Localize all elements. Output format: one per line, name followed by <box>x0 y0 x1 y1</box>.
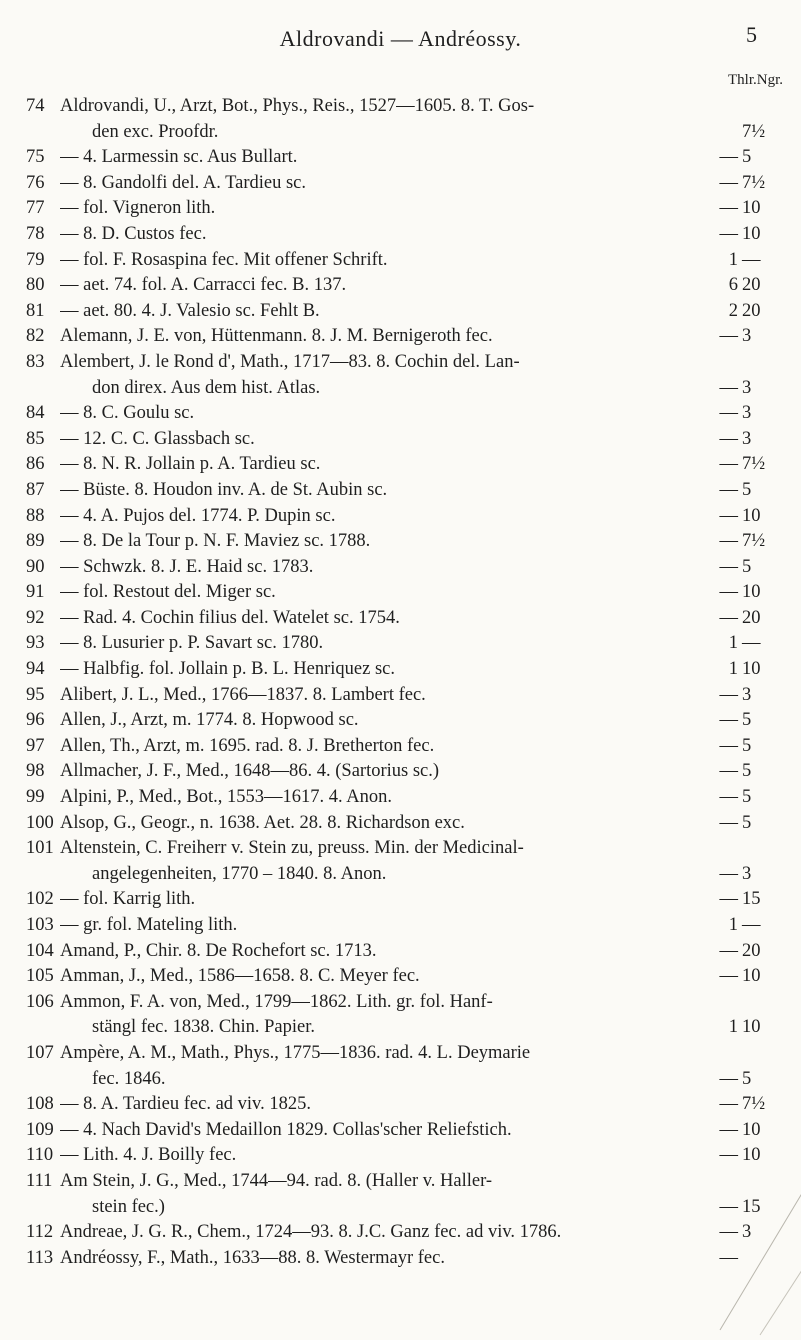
catalog-entry <box>26 580 776 606</box>
price-groschen: — <box>742 633 761 654</box>
catalog-entry <box>26 913 776 939</box>
price-groschen: 15 <box>742 1196 761 1217</box>
entry-description: — aet. 74. fol. A. Carracci fec. B. 137. <box>60 275 347 296</box>
price-thaler: — <box>719 556 738 577</box>
price-groschen: 10 <box>742 1017 761 1038</box>
entry-description: fec. 1846. <box>92 1068 166 1089</box>
entry-number: 94 <box>26 659 45 680</box>
price-groschen: 5 <box>742 1068 752 1089</box>
catalog-entry <box>26 1092 776 1118</box>
price-groschen: 20 <box>742 607 761 628</box>
entry-description: Andréossy, F., Math., 1633—88. 8. Westermayr fec. <box>60 1247 445 1268</box>
price-thaler: — <box>719 1196 738 1217</box>
entry-description: Allen, J., Arzt, m. 1774. 8. Hopwood sc. <box>60 710 359 731</box>
price-groschen: 10 <box>742 505 761 526</box>
entry-number: 106 <box>26 991 54 1012</box>
entry-description: Aldrovandi, U., Arzt, Bot., Phys., Reis., 1527—1605. 8. T. Gos- <box>60 96 535 116</box>
price-thaler: — <box>719 812 738 833</box>
entry-number: 78 <box>26 223 45 244</box>
entry-number: 84 <box>26 403 45 424</box>
price-groschen: 10 <box>742 966 761 987</box>
entry-number: 76 <box>26 172 45 193</box>
price-groschen: 3 <box>742 403 752 424</box>
entry-description: Alibert, J. L., Med., 1766—1837. 8. Lambert fec. <box>60 684 426 705</box>
entry-description: — aet. 80. 4. J. Valesio sc. Fehlt B. <box>60 300 320 321</box>
catalog-entry <box>26 401 776 427</box>
price-thaler: — <box>719 479 738 500</box>
price-thaler: 1 <box>728 633 738 654</box>
entry-number: 77 <box>26 198 45 219</box>
price-groschen: 3 <box>742 863 752 884</box>
entry-number: 79 <box>26 249 45 270</box>
price-thaler: — <box>719 1145 738 1166</box>
entry-number: 108 <box>26 1094 54 1115</box>
price-thaler: 1 <box>728 915 738 935</box>
entry-description: Alsop, G., Geogr., n. 1638. Aet. 28. 8. Richardson exc. <box>60 812 465 833</box>
catalog-entry <box>26 708 776 734</box>
entry-description: Allen, Th., Arzt, m. 1695. rad. 8. J. Bretherton fec. <box>60 735 435 756</box>
price-groschen: 5 <box>742 147 752 168</box>
entry-number: 96 <box>26 710 45 731</box>
price-thaler: — <box>719 863 738 884</box>
price-groschen: 10 <box>742 198 761 219</box>
price-groschen: 5 <box>742 710 752 731</box>
entry-number: 98 <box>26 761 45 782</box>
price-groschen: 10 <box>742 1145 761 1166</box>
entry-number: 111 <box>26 1170 53 1191</box>
entry-number: 107 <box>26 1042 54 1063</box>
catalog-entry <box>26 171 776 197</box>
entry-description: — 8. De la Tour p. N. F. Maviez sc. 1788. <box>60 531 371 552</box>
price-groschen: — <box>742 249 761 270</box>
entry-description: — 8. N. R. Jollain p. A. Tardieu sc. <box>60 454 321 475</box>
catalog-entry <box>26 324 776 350</box>
entry-number: 109 <box>26 1119 54 1140</box>
price-groschen: 5 <box>742 735 752 756</box>
entry-description: Ampère, A. M., Math., Phys., 1775—1836. rad. 4. L. Deymarie <box>60 1042 531 1063</box>
price-thaler: 1 <box>728 659 738 680</box>
catalog-entry-continuation <box>26 120 776 146</box>
entry-number: 95 <box>26 684 45 705</box>
price-groschen: 10 <box>742 582 761 603</box>
catalog-entry <box>26 759 776 785</box>
price-groschen: 10 <box>742 1119 761 1140</box>
entry-description: don direx. Aus dem hist. Atlas. <box>92 377 321 398</box>
catalog-entry-list <box>26 94 776 1271</box>
entry-description: Amand, P., Chir. 8. De Rochefort sc. 1713. <box>60 940 377 961</box>
catalog-entry-continuation <box>26 1195 776 1221</box>
price-groschen: 5 <box>742 787 752 808</box>
entry-number: 92 <box>26 607 45 628</box>
price-groschen: 5 <box>742 479 752 500</box>
price-thaler: 1 <box>728 249 738 270</box>
entry-description: Andreae, J. G. R., Chem., 1724—93. 8. J.C. Ganz fec. ad viv. 1786. <box>60 1222 562 1243</box>
entry-description: — fol. Vigneron lith. <box>60 198 216 219</box>
price-thaler: — <box>719 761 738 782</box>
entry-description: Alemann, J. E. von, Hüttenmann. 8. J. M. Bernigeroth fec. <box>60 326 493 347</box>
entry-description: — 8. C. Goulu sc. <box>60 403 195 424</box>
price-groschen: — <box>742 915 761 935</box>
catalog-entry-continuation <box>26 1067 776 1093</box>
entry-description: stein fec.) <box>92 1196 165 1217</box>
catalog-entry <box>26 299 776 325</box>
entry-description: — fol. Restout del. Miger sc. <box>60 582 276 603</box>
price-thaler: — <box>719 454 738 475</box>
price-groschen: 10 <box>742 223 761 244</box>
page-title: Aldrovandi — Andréossy. <box>279 26 522 51</box>
entry-description: stängl fec. 1838. Chin. Papier. <box>92 1017 315 1038</box>
catalog-entry <box>26 964 776 990</box>
price-groschen: 5 <box>742 812 752 833</box>
entry-number: 104 <box>26 940 54 961</box>
price-groschen: 15 <box>742 889 761 910</box>
price-thaler: 6 <box>728 275 738 296</box>
catalog-entry <box>26 196 776 222</box>
price-groschen: 7½ <box>742 454 766 475</box>
price-groschen: 7½ <box>742 1094 766 1115</box>
catalog-entry <box>26 1118 776 1144</box>
price-thaler: — <box>719 147 738 168</box>
price-groschen: 10 <box>742 659 761 680</box>
entry-description: — Rad. 4. Cochin filius del. Watelet sc. 1754. <box>60 607 400 628</box>
catalog-entry <box>26 529 776 555</box>
entry-number: 97 <box>26 735 45 756</box>
catalog-entry <box>26 145 776 171</box>
catalog-entry <box>26 248 776 274</box>
price-groschen: 3 <box>742 326 752 347</box>
entry-number: 83 <box>26 351 45 372</box>
entry-description: Am Stein, J. G., Med., 1744—94. rad. 8. (Haller v. Haller- <box>60 1170 493 1191</box>
entry-description: — gr. fol. Mateling lith. <box>60 915 238 935</box>
price-groschen: 7½ <box>742 121 766 142</box>
catalog-entry-continuation <box>26 862 776 888</box>
catalog-entry <box>26 606 776 632</box>
price-thaler: — <box>719 966 738 987</box>
entry-number: 86 <box>26 454 45 475</box>
catalog-entry <box>26 222 776 248</box>
entry-description: — 12. C. C. Glassbach sc. <box>60 428 255 449</box>
price-thaler: — <box>719 377 738 398</box>
entry-number: 110 <box>26 1145 54 1166</box>
price-thaler: — <box>719 403 738 424</box>
price-thaler: — <box>719 1068 738 1089</box>
catalog-entry <box>26 631 776 657</box>
price-groschen: 20 <box>742 940 761 961</box>
catalog-entry <box>26 1220 776 1246</box>
price-groschen: 3 <box>742 428 752 449</box>
entry-description: — Büste. 8. Houdon inv. A. de St. Aubin sc. <box>60 479 388 500</box>
catalog-entry <box>26 478 776 504</box>
price-groschen: 3 <box>742 684 752 705</box>
catalog-entry <box>26 350 776 376</box>
catalog-entry <box>26 504 776 530</box>
catalog-entry <box>26 657 776 683</box>
entry-number: 112 <box>26 1222 54 1243</box>
catalog-entry <box>26 836 776 862</box>
catalog-entry <box>26 273 776 299</box>
price-thaler: — <box>719 198 738 219</box>
entry-description: — 8. D. Custos fec. <box>60 223 207 244</box>
catalog-entry <box>26 1169 776 1195</box>
entry-description: — fol. Karrig lith. <box>60 889 196 910</box>
entry-description: Allmacher, J. F., Med., 1648—86. 4. (Sartorius sc.) <box>60 761 440 782</box>
price-thaler: — <box>719 684 738 705</box>
price-column-header: Thlr.Ngr. <box>728 72 783 88</box>
price-thaler: — <box>719 889 738 910</box>
price-thaler: — <box>719 787 738 808</box>
entry-description: Amman, J., Med., 1586—1658. 8. C. Meyer fec. <box>60 966 420 987</box>
catalog-entry <box>26 1143 776 1169</box>
catalog-entry <box>26 555 776 581</box>
price-groschen: 7½ <box>742 172 766 193</box>
entry-description: — Schwzk. 8. J. E. Haid sc. 1783. <box>60 556 314 577</box>
entry-description: Alembert, J. le Rond d', Math., 1717—83. 8. Cochin del. Lan- <box>60 351 520 372</box>
price-thaler: — <box>719 1094 738 1115</box>
price-groschen: 3 <box>742 377 752 398</box>
entry-description: — fol. F. Rosaspina fec. Mit offener Schrift. <box>60 249 388 270</box>
price-groschen: 7½ <box>742 531 766 552</box>
price-groschen: 20 <box>742 275 761 296</box>
price-thaler: — <box>719 1222 738 1243</box>
entry-number: 88 <box>26 505 45 526</box>
price-thaler: 2 <box>728 300 738 321</box>
catalog-entry <box>26 785 776 811</box>
price-groschen: 20 <box>742 300 761 321</box>
price-thaler: — <box>719 428 738 449</box>
pencil-mark <box>700 1160 801 1340</box>
price-groschen: 5 <box>742 761 752 782</box>
entry-number: 103 <box>26 915 54 935</box>
entry-number: 80 <box>26 275 45 296</box>
price-thaler: — <box>719 326 738 347</box>
price-thaler: — <box>719 940 738 961</box>
entry-description: — 8. Gandolfi del. A. Tardieu sc. <box>60 172 307 193</box>
entry-number: 82 <box>26 326 45 347</box>
entry-description: — Halbfig. fol. Jollain p. B. L. Henriquez sc. <box>60 659 395 680</box>
entry-number: 99 <box>26 787 45 808</box>
entry-description: — 4. A. Pujos del. 1774. P. Dupin sc. <box>60 505 336 526</box>
price-thaler: — <box>719 223 738 244</box>
entry-number: 87 <box>26 479 45 500</box>
page-number: 5 <box>746 22 757 47</box>
entry-description: — 4. Nach David's Medaillon 1829. Collas'scher Reliefstich. <box>60 1119 512 1140</box>
price-thaler: — <box>719 505 738 526</box>
price-thaler: — <box>719 531 738 552</box>
entry-number: 85 <box>26 428 45 449</box>
entry-number: 74 <box>26 96 45 116</box>
entry-number: 105 <box>26 966 54 987</box>
catalog-entry-continuation <box>26 376 776 402</box>
entry-description: — 8. A. Tardieu fec. ad viv. 1825. <box>60 1094 311 1115</box>
entry-description: angelegenheiten, 1770 – 1840. 8. Anon. <box>92 863 387 884</box>
catalog-entry <box>26 427 776 453</box>
entry-number: 89 <box>26 531 45 552</box>
entry-description: den exc. Proofdr. <box>92 121 219 142</box>
catalog-entry <box>26 683 776 709</box>
entry-description: — Lith. 4. J. Boilly fec. <box>60 1145 237 1166</box>
catalog-entry <box>26 990 776 1016</box>
catalog-entry <box>26 1246 776 1272</box>
price-thaler: — <box>719 1119 738 1140</box>
entry-number: 81 <box>26 300 45 321</box>
price-groschen: 3 <box>742 1222 752 1243</box>
entry-number: 101 <box>26 838 54 859</box>
entry-description: Alpini, P., Med., Bot., 1553—1617. 4. Anon. <box>60 787 392 808</box>
catalog-entry <box>26 452 776 478</box>
catalog-entry-continuation <box>26 1015 776 1041</box>
entry-number: 90 <box>26 556 45 577</box>
entry-number: 91 <box>26 582 45 603</box>
price-thaler: — <box>719 607 738 628</box>
catalog-entry <box>26 811 776 837</box>
entry-description: — 4. Larmessin sc. Aus Bullart. <box>60 147 298 168</box>
price-thaler: 1 <box>728 1017 738 1038</box>
entry-description: — 8. Lusurier p. P. Savart sc. 1780. <box>60 633 324 654</box>
entry-number: 100 <box>26 812 54 833</box>
catalog-entry <box>26 1041 776 1067</box>
entry-description: Altenstein, C. Freiherr v. Stein zu, preuss. Min. der Medicinal- <box>60 838 524 859</box>
entry-number: 93 <box>26 633 45 654</box>
catalog-entry <box>26 734 776 760</box>
price-groschen: 5 <box>742 556 752 577</box>
catalog-entry <box>26 887 776 913</box>
price-thaler: — <box>719 582 738 603</box>
price-thaler: — <box>719 735 738 756</box>
catalog-entry <box>26 94 776 120</box>
catalog-entry <box>26 939 776 965</box>
entry-number: 113 <box>26 1247 54 1268</box>
price-thaler: — <box>719 1247 738 1268</box>
price-thaler: — <box>719 710 738 731</box>
entry-number: 102 <box>26 889 54 910</box>
price-thaler: — <box>719 172 738 193</box>
entry-number: 75 <box>26 147 45 168</box>
entry-description: Ammon, F. A. von, Med., 1799—1862. Lith. gr. fol. Hanf- <box>60 991 493 1012</box>
